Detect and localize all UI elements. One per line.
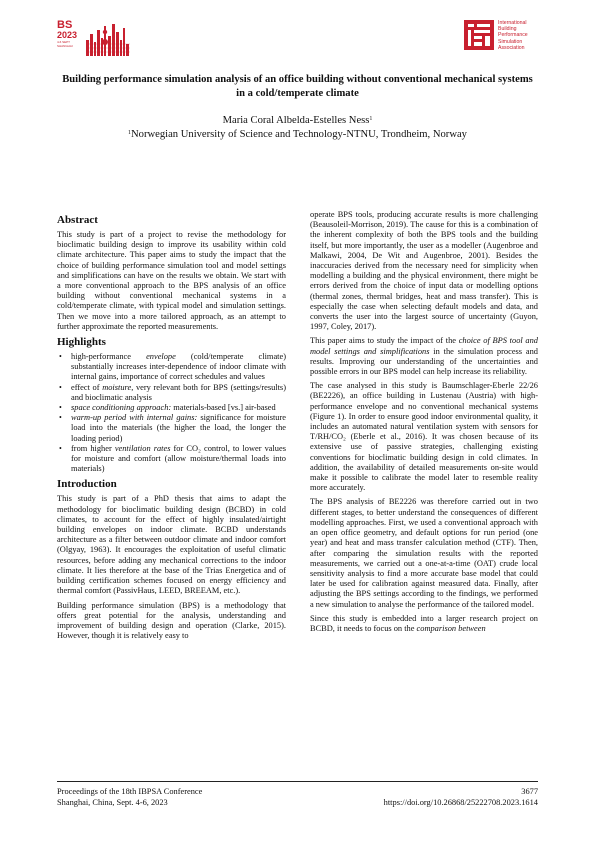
list-item: • warm-up period with internal gains: significance for moisture load into the materials (the higher the load, the longer the loading period) (57, 413, 286, 444)
bs-logo-line3: 4-6 SEPT (57, 40, 71, 44)
affiliation: Norwegian University of Science and Technology-NTNU, Trondheim, Norway (131, 129, 467, 140)
list-item: • high-performance envelope (cold/temperate climate) substantially increases inter-dependence of indoor climate with internal gains, importance of correct schedules and values (57, 352, 286, 383)
bs2023-logo (57, 20, 87, 54)
affiliation-line (60, 127, 535, 141)
conference-location: Shanghai, China, Sept. 4-6, 2023 (57, 797, 168, 807)
list-item: • effect of moisture, very relevant both for BPS (settings/results) and bioclimatic analysis (57, 383, 286, 403)
bs-logo-line1: BS (57, 19, 73, 31)
bs-logo-line2: 2023 (57, 30, 78, 40)
intro-paragraph-3: This paper aims to study the impact of the choice of BPS tool and model settings and simplifications in the simulation process and results. Improving our understanding of the uncertainties and possible errors in our BPS model can help increase its reliability. (310, 336, 538, 377)
shanghai-skyline-icon (86, 22, 186, 56)
list-item: • from higher ventilation rates for CO₂ control, to lower values for moisture and comfort (allow moisture/thermal loads into materials) (57, 444, 286, 475)
left-column (57, 214, 286, 645)
ibpsa-logo-text: Building (498, 26, 517, 33)
bs-logo-line4: SHANGHAI (57, 44, 73, 48)
author-name: Maria Coral Albelda-Estelles Ness (222, 115, 370, 126)
intro-paragraph-2: Building performance simulation (BPS) is a methodology that offers great potential for the analysis, understanding and improvement of building design and operation (Clarke, 2015). However, though it is relatively easy to (57, 600, 286, 641)
ibpsa-logo-text: Association (498, 44, 525, 51)
ibpsa-logo-text: International (498, 20, 527, 26)
ibpsa-logo-text: Performance (498, 32, 528, 39)
right-column (310, 210, 538, 638)
paper-title: Building performance simulation analysis of an office building without conventional mechanical systems in a cold/temperate climate (62, 74, 533, 99)
authors-block (60, 113, 535, 141)
footer-left (57, 787, 202, 808)
page-number: 3677 (521, 787, 538, 796)
intro-paragraph-1: This study is part of a PhD thesis that aims to adapt the methodology for bioclimatic building design (BCBD) in cold climates, to account for the effect of highly insulated/airtight building envelopes on indoor climate. BCBD understands architecture as a filter between outdoor climate and indoor comfort (Olgyay, 1963). It encourages the exploitation of useful climatic resources, before adding any mechanical corrections to the indoor climate. It lies therefore at the base of the Trias Energetica and of building certification schemes focused on energy efficiency and thermal comfort (PassivHaus, LEED, BREEAM, etc.). (57, 494, 286, 596)
author-line (60, 113, 535, 127)
author-superscript: 1 (369, 116, 373, 122)
footer-divider (57, 781, 538, 782)
abstract-heading: Abstract (57, 214, 98, 226)
affiliation-superscript: 1 (128, 130, 132, 136)
abstract-text: This study is part of a project to revise the methodology for bioclimatic building design to improve its usability within cold climate architecture. This paper aims to study the impact that the choice of building performance simulation tool and model settings and simplifications can have on the results we obtain. We start with a more conventional approach to the BPS analysis of an office building without conventional mechanical systems in a cold/temperate climate, with typical model and simulation settings. Then we move into a more tailored approach, as an attempt to further approximate the reported measurements. (57, 230, 286, 331)
conference-name: Proceedings of the 18th IBPSA Conference (57, 787, 203, 796)
intro-paragraph-6: Since this study is embedded into a larger research project on BCBD, it needs to focus on the comparison between (310, 613, 538, 633)
list-item: • space conditioning approach: materials-based [vs.] air-based (57, 403, 286, 413)
ibpsa-logo-text: Simulation (498, 38, 523, 45)
footer-right (384, 787, 538, 808)
ibpsa-logo (464, 20, 544, 62)
intro-paragraph-4: The case analysed in this study is Baumschlager-Eberle 22/26 (BE2226), an office building in Lustenau (Austria) with high-performance envelope and no conventional mechanical systems (Figure 1). In order to ensure good indoor environmental quality, it includes an automated natural ventilation system with sensors for T/RH/CO₂ (Eberle et al., 2016). It was chosen because of its extensive use of passive strategies, challenging existing conventions for bioclimatic building design in cold climates. In addition, the availability of detailed measurements on-site would make it possible to calibrate the model later to resemble reality more accurately. (310, 381, 538, 493)
doi-link[interactable]: https://doi.org/10.26868/25222708.2023.1614 (383, 797, 538, 807)
ibpsa-mark-icon (464, 20, 494, 50)
intro-paragraph-2-continued: operate BPS tools, producing accurate results is more challenging (Beausoleil-Morrison, 2019). The cause for this is a combination of the inherent complexity of both the BPS tools and the building itself, but more importantly, the user as a modeller (Augenbroe and Malkawi, 2004, De Wit and Augenbroe, 2001). Besides the inaccuracies derived from the necessary need for simplicity when modelling a building and the physical environment, there might be errors derived from the choice of input data or modelling options (thermal zones, thermal bridges, heat and mass transfer). This is especially the case when selecting default models and data, and converts the user into the largest source of uncertainty (Guyon, 1997, Coley, 2017). (310, 210, 538, 332)
introduction-heading: Introduction (57, 478, 117, 491)
highlights-heading: Highlights (57, 336, 106, 349)
intro-paragraph-5: The BPS analysis of BE2226 was therefore carried out in two different stages, to better understand the consequences of different modelling approaches. First, we used a conventional approach with an open office geometry, and default options for run period (one year) and heat and mass transfer calculation method (CTF). Then, after comparing the simulation results with the reported measurements, we carried out a one-at-a-time (OAT) crude local sensitivity analysis to find a more accurate base model that could later be used for calibration against measured data. Finally, after adjusting the BPS settings according to the findings, we performed a new simulation to analyse the performance of the tailored model. (310, 497, 538, 609)
highlights-list (57, 352, 286, 474)
